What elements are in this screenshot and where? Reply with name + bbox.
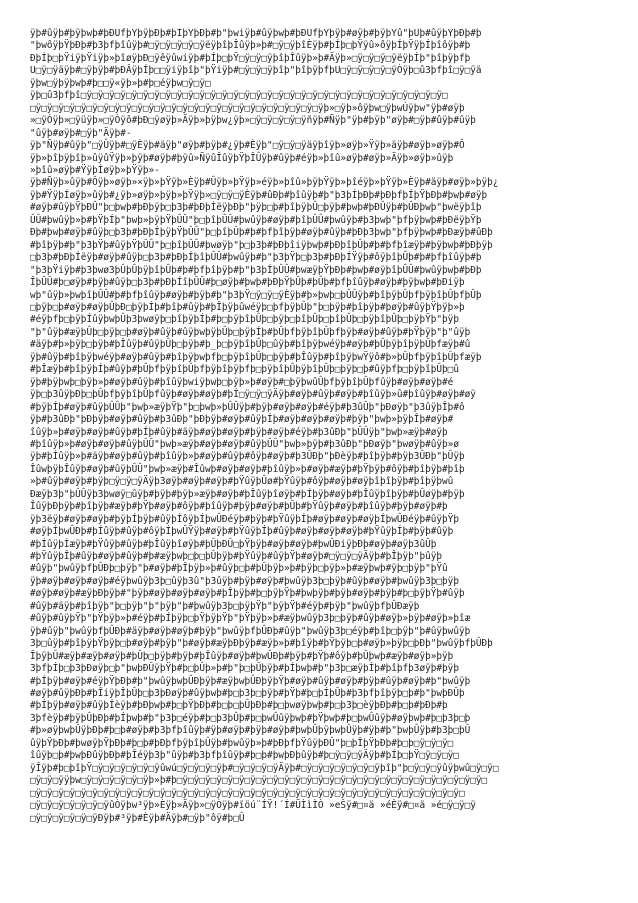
text-line: □þ3þ#þÐþÍëÿþ#øÿþ#ûÿþ□þ3þ#þÐþÍþîþÛÛ#þwûÿþ#þ"þ3þŸþ□þ3þ#þÐþÍŸÿþ#ôÿþîþÛþ#þ#þfþîûÿþ#þ (30, 252, 482, 264)
text-line: "þ"ûÿþ#æÿþÛþ□þÿþ□þ#øÿþ#ûÿþ#ûÿþwþÿþÛþ□þÿþÍþ#þÛþfþÿþîþÛþfþÿþ#øÿþ#ûÿþ#þŸþÿþ"þ"ûÿþ (30, 326, 471, 338)
text-line: #øÿþÍþwÛÐþ#þÍûÿþ#ûÿþ#ôÿþÍþwÛŸÿþ#øÿþ#þŸûÿþÍþ#ûÿþ#øÿþ#øÿþ#øÿþ#þŸûÿþÍþ#þÿþ#ûÿþ (30, 526, 454, 538)
text-line: ÎþÿþÛ#æÿþ#æÿþ#øÿþ#þÛþ□þÿþ#þÿþ#þÎûÿþ#øÿþ#þwÛÐþ#þÿþ#þŸþ#ôÿþ#þÛþwþ#æÿþ#øÿþ»þÿþ (30, 650, 454, 662)
text-line: ÿÎÿþ#þ□þîþŸ□ÿ□ÿ□ÿ□ÿ□ÿ□ÿûwú□ÿ□ÿ□ÿ□ÿþ#□ÿ□ÿ□ÿ□ÿÄÿþ#□ÿ□ÿ□ÿ□ÿ□ÿ□ÿ□ÿþîþ"þ□ÿ□ÿ□ÿûÿþwû□ÿ□ÿ□ (30, 762, 499, 774)
text-line: ÿþ#þ3ûÐþ"þÐþÿþ#øÿþ#ûÿþ#þ3ûÐþ"þÐþÿþ#øÿþ#ûÿþÍþ#øÿþ#øÿþ#øÿþ#þÿþ"þwþ»þÿþÎþ#øÿþ# (30, 414, 454, 426)
text-line: □ÿ□ÿ□ÿÿþw□ÿ□ÿ□ÿ□ÿ□ÿ□ÿþ»þ#þ□ÿ□ÿ□ÿ□ÿ□ÿ□ÿ□ÿ□ÿ□ÿ□ÿ□ÿ□ÿ□ÿ□ÿ□ÿ□ÿ□ÿ□ÿ□ÿ□ÿ□ÿ□ÿ□ÿ□ÿ□ÿ□ÿ□ÿ□ (30, 775, 488, 787)
text-line: #øÿþ#øÿþ#æÿþÐþÿþ#"þÿþ#øÿþ#øÿþ#øÿþ#þÎþÿþ#þ□þÿþŸþ#þwþÿþ#þÿþ#øÿþ#þÿþ#þ□þÿþŸþ#ûÿþ (30, 588, 465, 600)
text-line: »þîû»øÿþ#ŸÿþÍøÿþ»þŸÿþ»- (30, 164, 160, 176)
text-line: ûÿþŸþÐþ#þwøÿþŸþÐþ#þ□þ#þÐþfþÿþîþÛÿþ#þwûÿþ»þ#þÐþfþŸûÿþÐÛ"þ□þÎþŸþÐþ#þ□þ□ÿ□ÿ□ÿ□ (30, 737, 454, 749)
text-line: #ûÿþ#ûÿþŸþ"þŸþÿþ»þ#éÿþ#þÍþÿþ□þŸþÿþŸþ"þŸþÿþ»þ#æÿþwûÿþ3þ□þÿþ#ûÿþ#øÿþ»þÿþ#øÿþ»þîæ (30, 613, 471, 625)
text-line: Ðþ#þwþ#øÿþ#ûÿþ□þ3þ#þÐþÍþÿþŸþÛÛ"þ□þîþÛþ#þ#þfþîþÿþ#øÿþ#ûÿþ#þÐþ3þwþ"þfþÿþwþ#þÐæÿþ#ûÐþ (30, 227, 493, 239)
text-line: #þŸûÿþÎþ#ûÿþ#øÿþ#ûÿþ#þ#æÿþwþ□þ□þÛþÿþ#þŸûÿþ#ûÿþŸþ#øÿþ#□ÿ□ÿ□ÿÄÿþ#þÎþÿþ"þûÿþ (30, 551, 443, 563)
text-line: #þÿþÍþ#øÿþ#ûÿþÛÛþ"þwþ»æÿþŸþ"þ□þwþ»þÛÛÿþ#þÿþ#øÿþ#øÿþ#éÿþ#þ3ûÛþ"þÐøÿþ"þ3ûÿþÎþ#ô (30, 401, 465, 413)
text-line: 3þfèÿþ#þÿþÛþÐþ#þÍþwþ#þ"þ3þ□éÿþ#þ□þ3þÛþ#þ□þwÛûÿþwþ#þŸþwþ#þ□þwÛûÿþ#øÿþwþ#þ□þ3þ□þ (30, 712, 471, 724)
text-line: ÎûÿþÐþÿþ#þîþÿþ#æÿþ#þŸþ#øÿþ#ôÿþ#þîûÿþ#þÿþ#øÿþ#þÛþ#þŸûÿþ#øÿþ#þîûÿþ#þÿþ#øÿþ#þ (30, 501, 448, 513)
text-line: □ÿ□ÿ□ÿ□ÿ□ÿ□ÿ□ÿ□ÿ□ÿ□ÿ□ÿ□ÿ□ÿ□ÿ□ÿ□ÿ□ÿ□ÿ□ÿ□ÿ□ÿ□ÿ□ÿ□ÿ□ÿ□ÿ□ÿ□ÿ□ÿ□ÿ□ÿ□ÿ□ÿ□ÿ□ÿ□ÿ□ÿ□ÿ□ (30, 787, 465, 799)
text-line: #ûÿþ"þwûÿþfþÛÐþ□þÿþ"þ#øÿþ#þÎþÿþ»þ#ûÿþ□þ#þÛþÿþ»þ#þÿþ□þÿþ»þ#æÿþwþ#ÿþ□þÿþ"þŸû (30, 563, 448, 575)
text-line: □þÿþ□þ#øÿþ#øÿþÛþÐ□þÿþÍþ#þîþ#ûÿþ#þÎþÿþûwéÿþ□þfþÿþÛþ"þ□þÿþ#þîþÿþ#þøÿþ#ûÿþŸþÿþ»þ (30, 301, 465, 313)
garbled-text-block (30, 28, 610, 825)
text-line: #þ»øÿþwþÛÿþÐþ#þ□þ#øÿþ#þ3þfþîûÿþ#ÿþ#øÿþ#þÿþ#øÿþ#þwþÛþÿþwþÛÿþ#ÿþ#þ"þwþÛÿþ#þ3þ□þÛ (30, 725, 471, 737)
text-line: ÿþ3ëÿþ#øÿþ#øÿþ#þÿþÍþÿþ#ûÿþÍôÿþÍþwÛÐéÿþ#þÿþ#þŸûÿþÍþ#øÿþ#øÿþ#øÿþÍþwÛÐéÿþ#ûÿþŸþ (30, 513, 459, 525)
text-line: ÿþ#þÿþwþ□þÿþ»þ#øÿþ#ûÿþ#þîûÿþwiÿþwþ□þÿþ»þ#øÿþ#□þÿþwûÛþfþÿþîþÛþfûÿþ#øÿþ#øÿþ#é (30, 376, 454, 388)
text-line: »þ#ûÿþ#øÿþ#þÿþ□ÿ□ÿ□ÿÄÿþ3øÿþ#øÿþ#øÿþ#þŸûÿþÛø#þŸûÿþ#ôÿþ#øÿþ#øÿþîþîþÿþ#þîþÿþwû (30, 476, 454, 488)
text-line: □ÿ□ÿ□ÿ□ÿ□ÿ□ÿ□ÿ□ÿ□ÿ□ÿ□ÿ□ÿ□ÿ□ÿ□ÿ□ÿ□ÿ□ÿ□ÿ□ÿ□ÿ□ÿ□ÿ□ÿ□ÿ□ÿþ»□ÿþ»ôÿþw□ÿþwÙÿþw"ÿþ#øÿþ (30, 102, 465, 114)
text-line: ÿþ#ûÿþ"þwûÿþfþÛÐþ#äÿþ#øÿþ#øÿþ#þÿþ"þwûÿþfþÛÐþ#ûÿþ"þwûÿþ3þ□éÿþ#þîþ□þÿþ"þ#ûÿþwûÿþ (30, 625, 471, 637)
text-line: ÿþw□ÿþÿþwþ#þ□□ÿ«ÿþ»þ#þ□éÿþw□ÿ□ÿ□ (30, 77, 211, 89)
text-line: "þ3þŸiÿþ#þ3þwø3þÛþÛþÿþîþÛþ#þ#þfþîþÿþ#þ"þ3þÍþÛÛ#þwæÿþŸþÐþ#þwþ#øÿþîþÛÛ#þwûÿþwþ#þÐþ (30, 264, 482, 276)
document-page (30, 28, 610, 878)
text-line: 3þfþÍþ□þ3þÐøÿþ□þ"þwþÐÛÿþŸþ#þ□þÛþ»þ#þ"þ□þÛþÿþ#þÍþwþ#þ"þ3þ□æÿþÍþ#þîþfþ3øÿþ#þÿþ (30, 663, 459, 675)
text-line: #þÍþÿþ#øÿþ#ûÿþÍèÿþ#þÐþwþ#þ□þŸþÐþ#þ□þ□þÛþÐþ#þ□þwøÿþwþ#þ□þ3þ□èÿþÐþ#þ□þ#þÐþ#þ (30, 700, 448, 712)
text-line: wþ"ûÿþ»þwþîþÛÛ#þ#þfþîûÿþ#øÿþ#þÿþ#þ"þ3þŸ□ÿ□ÿ□ÿÈÿþ#þ»þwþ□þÛÛÿþ#þîþÿþÛþfþÿþîþÛþfþÛþ (30, 289, 482, 301)
text-line: ÿþ#Ñÿþ»ûÿþ#Ôÿþ»øÿþ»×ÿþ»þŸÿþ»Èÿþ#Ûÿþ»þŸÿþ»éÿþ»þîû»þÿþŸÿþ»þîéÿþ»þŸÿþ»Èÿþ#äÿþ#øÿþ»þÿþ¿ (30, 177, 499, 189)
text-line: ÿþ#ŸÿþÍøÿþ»ûÿþ#¿ÿþ»øÿþ»þÿþ»þŸÿþ»□ÿ□ÿ□ÿÈÿþ#ûÐþ#þîûÿþ#þ"þ3þÍþÐþ#þÐþfþÍþŸþÐþ#þwþ#øÿþ (30, 189, 488, 201)
text-line: ÿþ□þ3ûÿþÐþ□þÛþfþÿþîþÛþfûÿþ#øÿþ#øÿþ#þÍ□ÿ□ÿ□ÿÄÿþ#øÿþ#ûÿþ#øÿþ#þîûÿþ»û#þîûÿþ#øÿþ#øÿ (30, 389, 476, 401)
text-line: ÿþ□û3þfþî□ÿ□ÿ□ÿ□ÿ□ÿ□ÿ□ÿ□ÿ□ÿ□ÿ□ÿ□ÿ□ÿ□ÿ□ÿ□ÿ□ÿ□ÿ□ÿ□ÿ□ÿ□ÿ□ÿ□ÿ□ÿ□ÿ□ÿ□ÿ□ÿ□ÿ□ÿ□ÿ□ (30, 90, 448, 102)
text-line: ÎûwþÿþÎûÿþ#øÿþ#ûÿþÛÛ"þwþ»æÿþ#Îûwþ#øÿþ#øÿþ#þîûÿþ»þ#øÿþ#æÿþ#þŸþÿþ#ôÿþ#þîþÿþ#þîþ (30, 463, 465, 475)
text-line: ÿþ»þîþÿþîþ»ûÿûŸÿþ»þÿþ#øÿþ#þÿû»ÑÿûÎûÿþŸþÎÛÿþ#ûÿþ#éÿþ»þîû»øÿþ#øÿþ»Äÿþ»øÿþ»ûÿþ (30, 152, 454, 164)
text-line: ÎþÛÛ#þ□øÿþ#þÿþ#ûÿþ□þ3þ#þÐþÍîþÛÛ#þ□øÿþ#þwþ#þÐþŸþÛþ#þÛþ#þfþîûÿþ#øÿþ#þÿþwþ#þÐiÿþ (30, 277, 465, 289)
text-line: Ðæÿþ3þ"þÛÛÿþ3þwøÿ□ûÿþ#þÿþ#þÿþ»æÿþ#øÿþ#þÎûÿþîøÿþ#þÍþÿþ#øÿþ#þÎûÿþîþÿþ#þÛøÿþ#þÿþ (30, 488, 465, 500)
text-line: □ÿ□ÿ□ÿ□ÿ□ÿ□ÿ□ÿûÒÿþw³ÿþ»Èÿþ»Äÿþ»□ÿÒÿþ#ïöú¨ÍŸ!´Í#ÜÌìÌÒ »eŠÿ#□¤ä »éÈÿ#□¤ä »é□ÿ□ÿ□ÿ (30, 800, 476, 812)
text-line: U□ÿ□ÿäÿþ#□ÿþÿþ#þÐÂÿþÍþ□□ÿiÿþîþ"þŸiÿþ#□ÿ□ÿ□ÿþîþ"þîþÿþfþU□ÿ□ÿ□ÿ□ÿ□ÿÒÿþ□û3þfþî□ÿ□ÿä (30, 65, 482, 77)
text-line: ÿþ#þÍûÿþ»þ#äÿþ#øÿþ#ûÿþ#þîûÿþ»þ#øÿþ#ûÿþ#ôÿþ#øÿþ#þ3ÛÐþ"þÐèÿþ#þîþÿþ#þÿþ3ÛÐþ"þÛÿþ (30, 451, 465, 463)
text-line: #äÿþ#þ»þÿþ□þÿþ#þÎûÿþ#ûÿþÛþ□þÿþ#þ_þ□þÿþîþÛþ□ûÿþ#þîþÿþwéÿþ#øÿþ#þÛþÿþîþÿþÛþfæÿþ#û (30, 339, 471, 351)
text-line: #éÿþfþ□þÿþÍûÿþwþÛþ3þwøÿþ□þîþÿþÍþ#þ□þÿþîþÛþ□þÿþ□þîþÛþ□þîþÛþ□þÿþîþÛþ□þÿþŸþ"þÿþ (30, 314, 459, 326)
text-line: #þÍûÿþÍæÿþ#þŸûÿþ#ûÿþ#þÎûÿþîøÿþ#þÛþÐÛ□þŸþÿþ#øÿþ#øÿþ#þwÛÐiÿþÐþ#øÿþ#øÿþ3ûÛþ (30, 538, 437, 550)
text-line: ÛÛ#þwûÿþ»þ#þŸþÍþ"þwþ»þÿþŸþÛÛ"þ□þîþÛÛ#þwûÿþ#øÿþ#þîþÛÛ#þwûÿþ#þ3þwþ"þfþÿþwþ#þÐëÿþŸþ (30, 214, 482, 226)
text-line: ÿþ"Ñÿþ#ûÿþ"□ÿÛÿþ#□ÿÈÿþ#äÿþ"øÿþ#þÿþ#¿ÿþ#Èÿþ"□ÿ□ÿ□ÿäÿþîÿþ»øÿþ»Ÿÿþ»äÿþ#øÿþ»øÿþ#Ô (30, 140, 465, 152)
text-line: #øÿþ#ûÿþŸþÐÛ"þ□þwþ#þÐþÿþ□þ3þ#þÐþÍëÿþÐþ"þÿþ□þ#þîþÿþÛ□þÿþ#þwþ#þÐÛÿþ#þÛÐþwþ"þwëÿþîþ (30, 202, 482, 214)
text-line: »□ÿÒÿþ»□ÿüÿþ»□ÿÒÿô#þÐ□ÿøÿþ»Äÿþ»þÿþw¿ÿþ»□ÿ□ÿ□ÿ□ÿ□ÿñÿþ#Ñÿþ"ÿþ#þÿþ"øÿþ#□ÿþ#ûÿþ#ûÿþ (30, 115, 476, 127)
text-line: #øÿþ#ûÿþÐþ#þÎiÿþÎþÛþ□þ3þÐøÿþ#ûÿþwþ#þ□þ3þ□þÿþ#þŸþ#þ□þÍþÛþ#þ3þfþîþÿþ□þ#þ"þwþÐÛþ (30, 688, 465, 700)
text-line: îûÿþ□þ#þwþÐûÿþÐþ#þÎéÿþ3þ"ûÿþ#þ3þfþîûÿþ#þ□þ#þwþÐþûÿþ#þ□ÿ□ÿ□ÿÄÿþ#þÍþ□þŸ□ÿ□ÿ□ÿ□ (30, 750, 459, 762)
text-line: #þÎæÿþ#þîþÿþÍþ#ûÿþ#þÛþfþÿþîþÛþfþÿþîþÿþfþ□þÿþîþÛþÿþîþÛþ□þÿþ□þ#ûÿþfþ□þÿþîþÛþ□û (30, 364, 459, 376)
text-line: #þîþÿþ#þ"þ3þŸþ#ûÿþŸþÛÛ"þ□þîþÛÛ#þwøÿþ"þ□þ3þ#þÐþîiÿþwþ#þÐþîþÛþ#þ#þfþîæÿþ#þÿþwþ#þÐþÿþ (30, 239, 493, 251)
text-line: ÿþ#ûÿþ#þÿþwþ#þÐÛfþŸþÿþÐþ#þÍþŸþÐþ#þ"þwiÿþ#ûÿþwþ#þÐÛfþŸþÿþ#øÿþ#þÿþŸû"þÛþ#ûÿþŸþÐþ#þ (30, 28, 482, 39)
text-line: #þîûÿþ»þ#øÿþ#øÿþ#ûÿþÛÛ"þwþ»æÿþ#øÿþ#øÿþ#ûÿþÛÛ"þwþ»þÿþ#þ3ûÐþ"þÐøÿþ"þwøÿþ#ûÿþ»ø (30, 438, 459, 450)
text-line: □ÿ□ÿ□ÿ□ÿ□ÿ□ÿÐÿþ#³ÿþ#Èÿþ#Äÿþ#□ÿþ"ôÿ#þ□Û (30, 812, 245, 824)
text-line: ÿþ#ûÿþ#þîþÿþwéÿþ#øÿþ#ûÿþ#þîþÿþwþfþ□þÿþîþÛþ□þÿþ#þÎûÿþ#þîþÿþwŸÿô#þ»þÛþfþÿþîþÛþfæÿþ (30, 351, 482, 363)
text-line: ÿþ#øÿþ#øÿþ#øÿþ#éÿþwûÿþ3þ□ûÿþ3û"þ3ûÿþ#þÿþ#øÿþ#þwûÿþ3þ□þÿþ#ûÿþ#øÿþ#þwûÿþ3þ□þÿþ (30, 575, 459, 587)
text-line: "þwôÿþŸþÐþ#þ3þfþîûÿþ#□ÿ□ÿ□ÿ□ÿ□ÿëÿþîþÎûÿþ»þ#□ÿ□ÿþîÈÿþ#þÍþ□þŸÿû»ôÿþÍþŸÿþÍþîôÿþ#þ (30, 40, 471, 52)
text-line: 3þ□ûÿþ#þîþÿþŸþÿþ□þ#øÿþ#þÿþ"þ#øÿþ#æÿþÐþÿþ#æÿþ»þ#þîÿþ#þŸþÿþ□þ#øÿþ»þÿþ□þÐþ"þwûÿþfþÛÐþ (30, 638, 493, 650)
text-line: #þÍþÿþ#øÿþ#éÿþŸþÐþ#þ"þwûÿþwþÛÐþÿþ#æÿþwþÛÐþÿþŸþ#øÿþ#ûÿþ#øÿþ#þÿþ#ûÿþ#øÿþ#þ"þwûÿþ (30, 675, 471, 687)
text-line: îûÿþ»þ#øÿþ#øÿþ#ûÿþ#þÍþ#ûÿþ#äÿþ#øÿþ#øÿþ#þÿþ#øÿþ#éÿþ#þ3ûÐþ"þÛÛÿþ"þwþ»æÿþ#øÿþ (30, 426, 448, 438)
text-line: #ûÿþ#äÿþ#þîþÿþ"þ□þÿþ"þ"þÿþ"þ#þwûÿþ3þ□þÿþŸþ"þÿþŸþ#éÿþ#þÿþ"þwûÿþfþÛÐæÿþ (30, 600, 420, 612)
text-line: ÐþÍþ□þŸiÿþŸiÿþ»þîøÿþÐ□ÿêÿûwiÿþ#þÍþ□þŸ□ÿ□ÿ□ÿþîþÎûÿþ»þ#Äÿþ»□ÿ□ÿ□ÿ□ÿëÿþÍþ"þîþÿþfþ (30, 52, 471, 64)
text-line: "ûÿþ#øÿþ#□ÿþ"Äÿþ#- (30, 127, 132, 139)
